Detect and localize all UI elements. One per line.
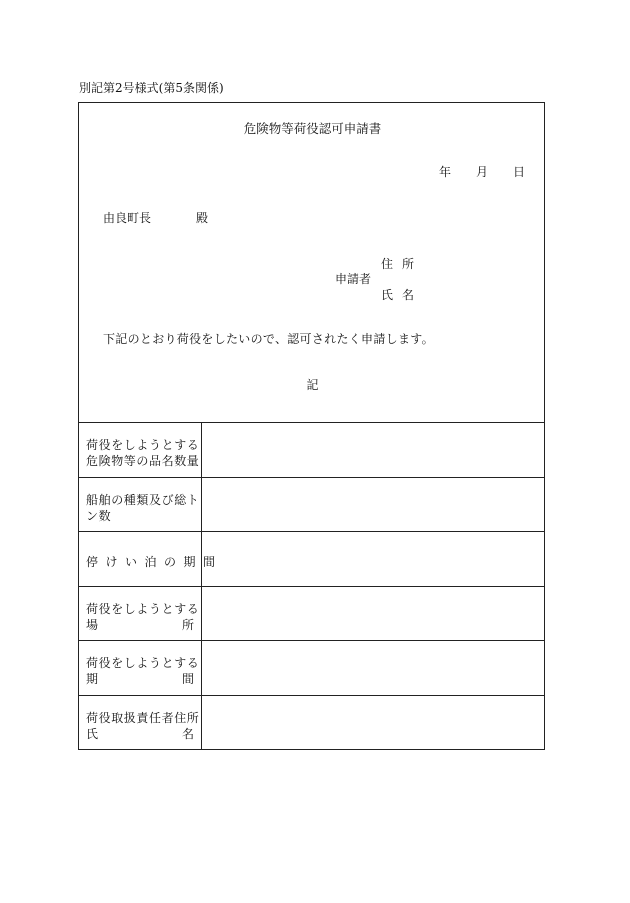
applicant-label: 申請者 [335,272,372,286]
row-label-line2-right: 間 [181,672,194,686]
responsible-person-field[interactable] [202,696,544,750]
row-label-line1: 船舶の種類及び総ト [86,492,200,507]
form-number-label: 別記第2号様式(第5条関係) [79,81,224,95]
vessel-type-tonnage-field[interactable] [202,478,544,532]
table-row [79,640,544,695]
mooring-period-field[interactable] [202,532,544,586]
addressee: 由良町長 [103,211,152,225]
row-label-cell [79,478,202,532]
loading-place-field[interactable] [202,587,544,641]
row-label-line2: 危険物等の品名数量 [86,454,200,468]
row-label-cell [79,587,202,641]
row-label-cell [79,641,202,695]
row-label-line2: ン数 [86,508,112,523]
loading-period-field[interactable] [202,641,544,695]
address-label: 住所 [381,257,424,271]
row-label-line1: 荷役をしようとする [86,601,200,616]
date-day-label: 日 [513,165,526,179]
row-label-line2: 期 [86,672,99,686]
row-label-line2: 氏 [86,726,99,741]
table-row [79,422,544,477]
row-label-line1: 荷役取扱責任者住所 [86,710,200,725]
row-label-cell [79,696,202,750]
row-label-line2-right: 名 [181,726,194,741]
ki-heading: 記 [306,378,319,392]
honorific: 殿 [196,211,209,225]
row-label-line1: 停けい泊の期間 [86,555,223,569]
row-label-cell [79,423,202,477]
row-label-line1: 荷役をしようとする [86,438,200,452]
details-table [79,422,544,749]
row-label-line2: 場 [86,617,99,632]
table-row [79,477,544,532]
form-title: 危険物等荷役認可申請書 [243,121,382,136]
date-year-label: 年 [439,165,452,179]
date-month-label: 月 [476,165,489,179]
name-label: 氏名 [381,288,424,302]
row-label-line1: 荷役をしようとする [86,656,200,670]
application-statement: 下記のとおり荷役をしたいので、認可されたく申請します。 [103,332,434,346]
table-row [79,531,544,586]
row-label-cell [79,532,223,586]
table-row [79,586,544,641]
row-label-line2-right: 所 [181,617,194,632]
table-row [79,695,544,750]
hazardous-goods-quantity-field[interactable] [202,423,544,477]
application-form-frame [78,102,545,750]
